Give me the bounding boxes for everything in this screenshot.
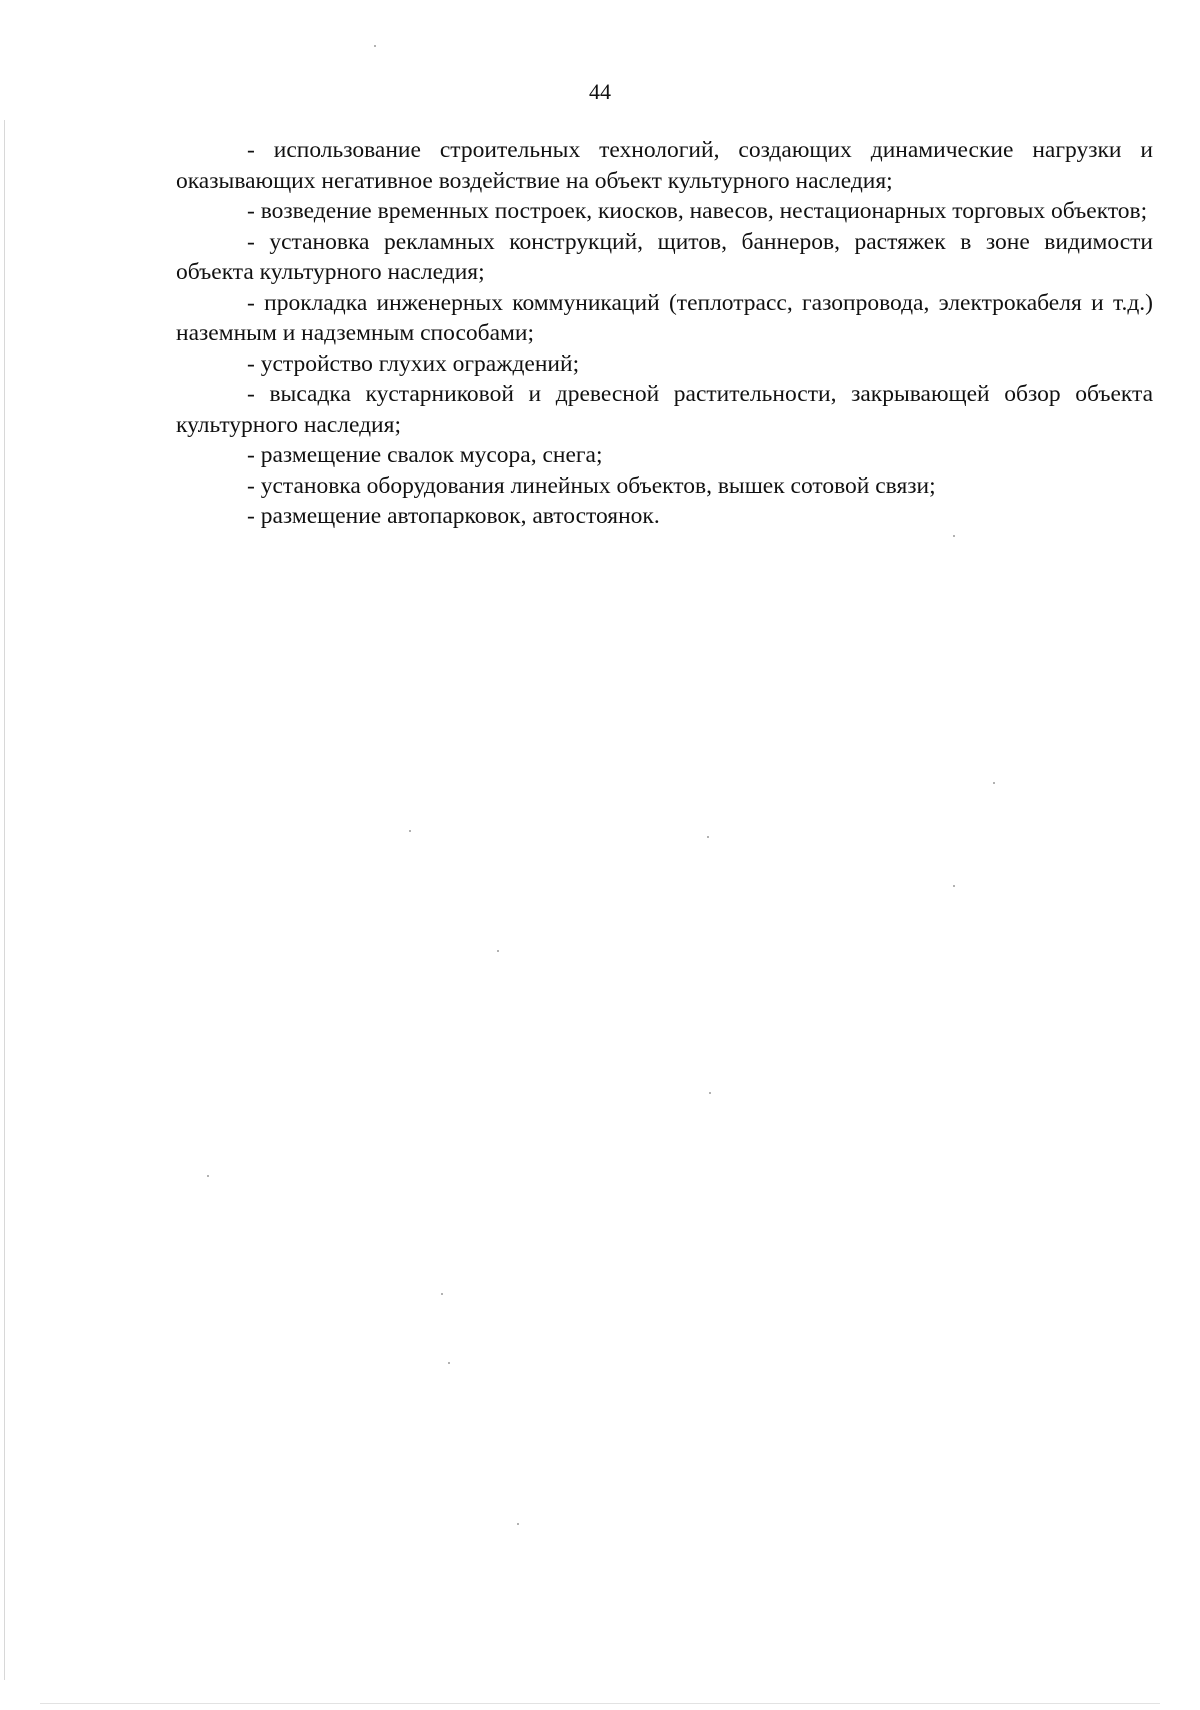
- scan-edge-bottom: [40, 1703, 1160, 1704]
- scan-speck: [953, 885, 955, 887]
- page-number: 44: [589, 79, 611, 104]
- list-item: - высадка кустарниковой и древесной растительности, закрывающей обзор объекта культурного наследия;: [176, 381, 1153, 438]
- list-item: - размещение свалок мусора, снега;: [247, 442, 603, 468]
- scan-speck: [709, 1092, 711, 1094]
- list-item: - установка рекламных конструкций, щитов, баннеров, растяжек в зоне видимости объекта культурного наследия;: [176, 228, 1153, 285]
- list-item: - установка оборудования линейных объектов, вышек сотовой связи;: [247, 472, 936, 499]
- scan-speck: [374, 45, 376, 47]
- list-item: - использование строительных технологий, создающих динамические нагрузки и оказывающих негативное воздействие на объект культурного наследия;: [176, 137, 1153, 194]
- list-item: - устройство глухих ограждений;: [247, 350, 580, 377]
- scan-speck: [207, 1175, 209, 1177]
- scan-speck: [497, 950, 499, 952]
- scan-speck: [441, 1293, 443, 1295]
- document-body: [176, 135, 1153, 532]
- scan-speck: [993, 782, 995, 784]
- list-item: - размещение автопарковок, автостоянок.: [247, 503, 660, 529]
- scan-speck: [517, 1523, 519, 1525]
- scan-speck: [953, 535, 955, 537]
- list-item: - возведение временных построек, киосков, навесов, нестационарных торговых объектов;: [247, 198, 1148, 224]
- scan-edge-left: [4, 120, 5, 1680]
- scan-speck: [448, 1362, 450, 1364]
- scan-speck: [409, 830, 411, 832]
- scan-speck: [707, 836, 709, 838]
- list-item: - прокладка инженерных коммуникаций (теплотрасс, газопровода, электрокабеля и т.д.) наземным и надземным способами;: [176, 289, 1153, 346]
